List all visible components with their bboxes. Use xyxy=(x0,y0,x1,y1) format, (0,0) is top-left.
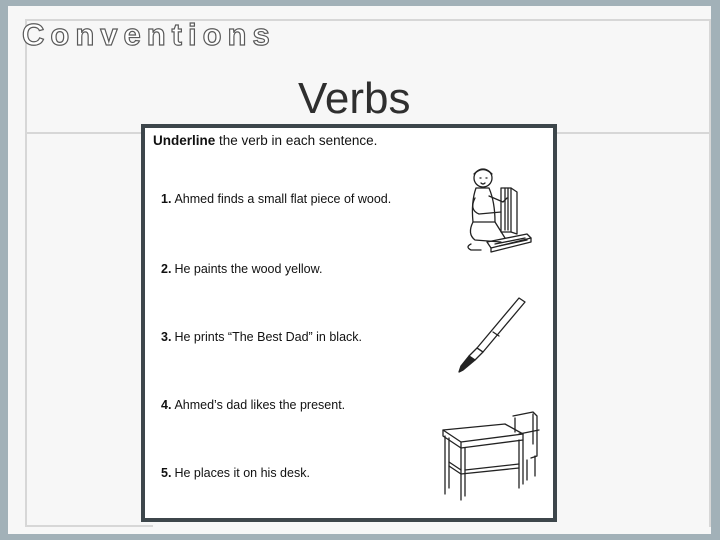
instruction-text: the verb in each sentence. xyxy=(219,133,378,148)
frame-right-line xyxy=(709,134,711,527)
sentence-number: 2. xyxy=(161,262,172,276)
sentence-text: He places it on his desk. xyxy=(174,466,310,480)
sentence-5 xyxy=(161,466,310,480)
sentence-number: 1. xyxy=(161,192,172,206)
sentence-number: 5. xyxy=(161,466,172,480)
sentence-text: He paints the wood yellow. xyxy=(174,262,323,276)
sentence-text: Ahmed’s dad likes the present. xyxy=(174,398,346,412)
sentence-text: Ahmed finds a small flat piece of wood. xyxy=(174,192,392,206)
instruction-bold: Underline xyxy=(153,133,216,148)
boy-with-wood-illustration xyxy=(461,162,533,260)
sentence-text: He prints “The Best Dad” in black. xyxy=(174,330,363,344)
sentence-number: 4. xyxy=(161,398,172,412)
worksheet xyxy=(141,124,557,522)
sentence-3 xyxy=(161,330,362,344)
sentence-2 xyxy=(161,262,322,276)
frame-left-line xyxy=(25,134,27,527)
desk-illustration xyxy=(435,404,547,504)
sentence-number: 3. xyxy=(161,330,172,344)
sentence-4 xyxy=(161,398,345,412)
frame-bottom-line xyxy=(25,525,153,527)
slide-title: Verbs xyxy=(298,74,411,123)
paintbrush-illustration xyxy=(453,294,529,374)
section-title: Conventions xyxy=(22,17,276,52)
worksheet-instruction xyxy=(153,133,377,148)
sentence-1 xyxy=(161,192,391,206)
